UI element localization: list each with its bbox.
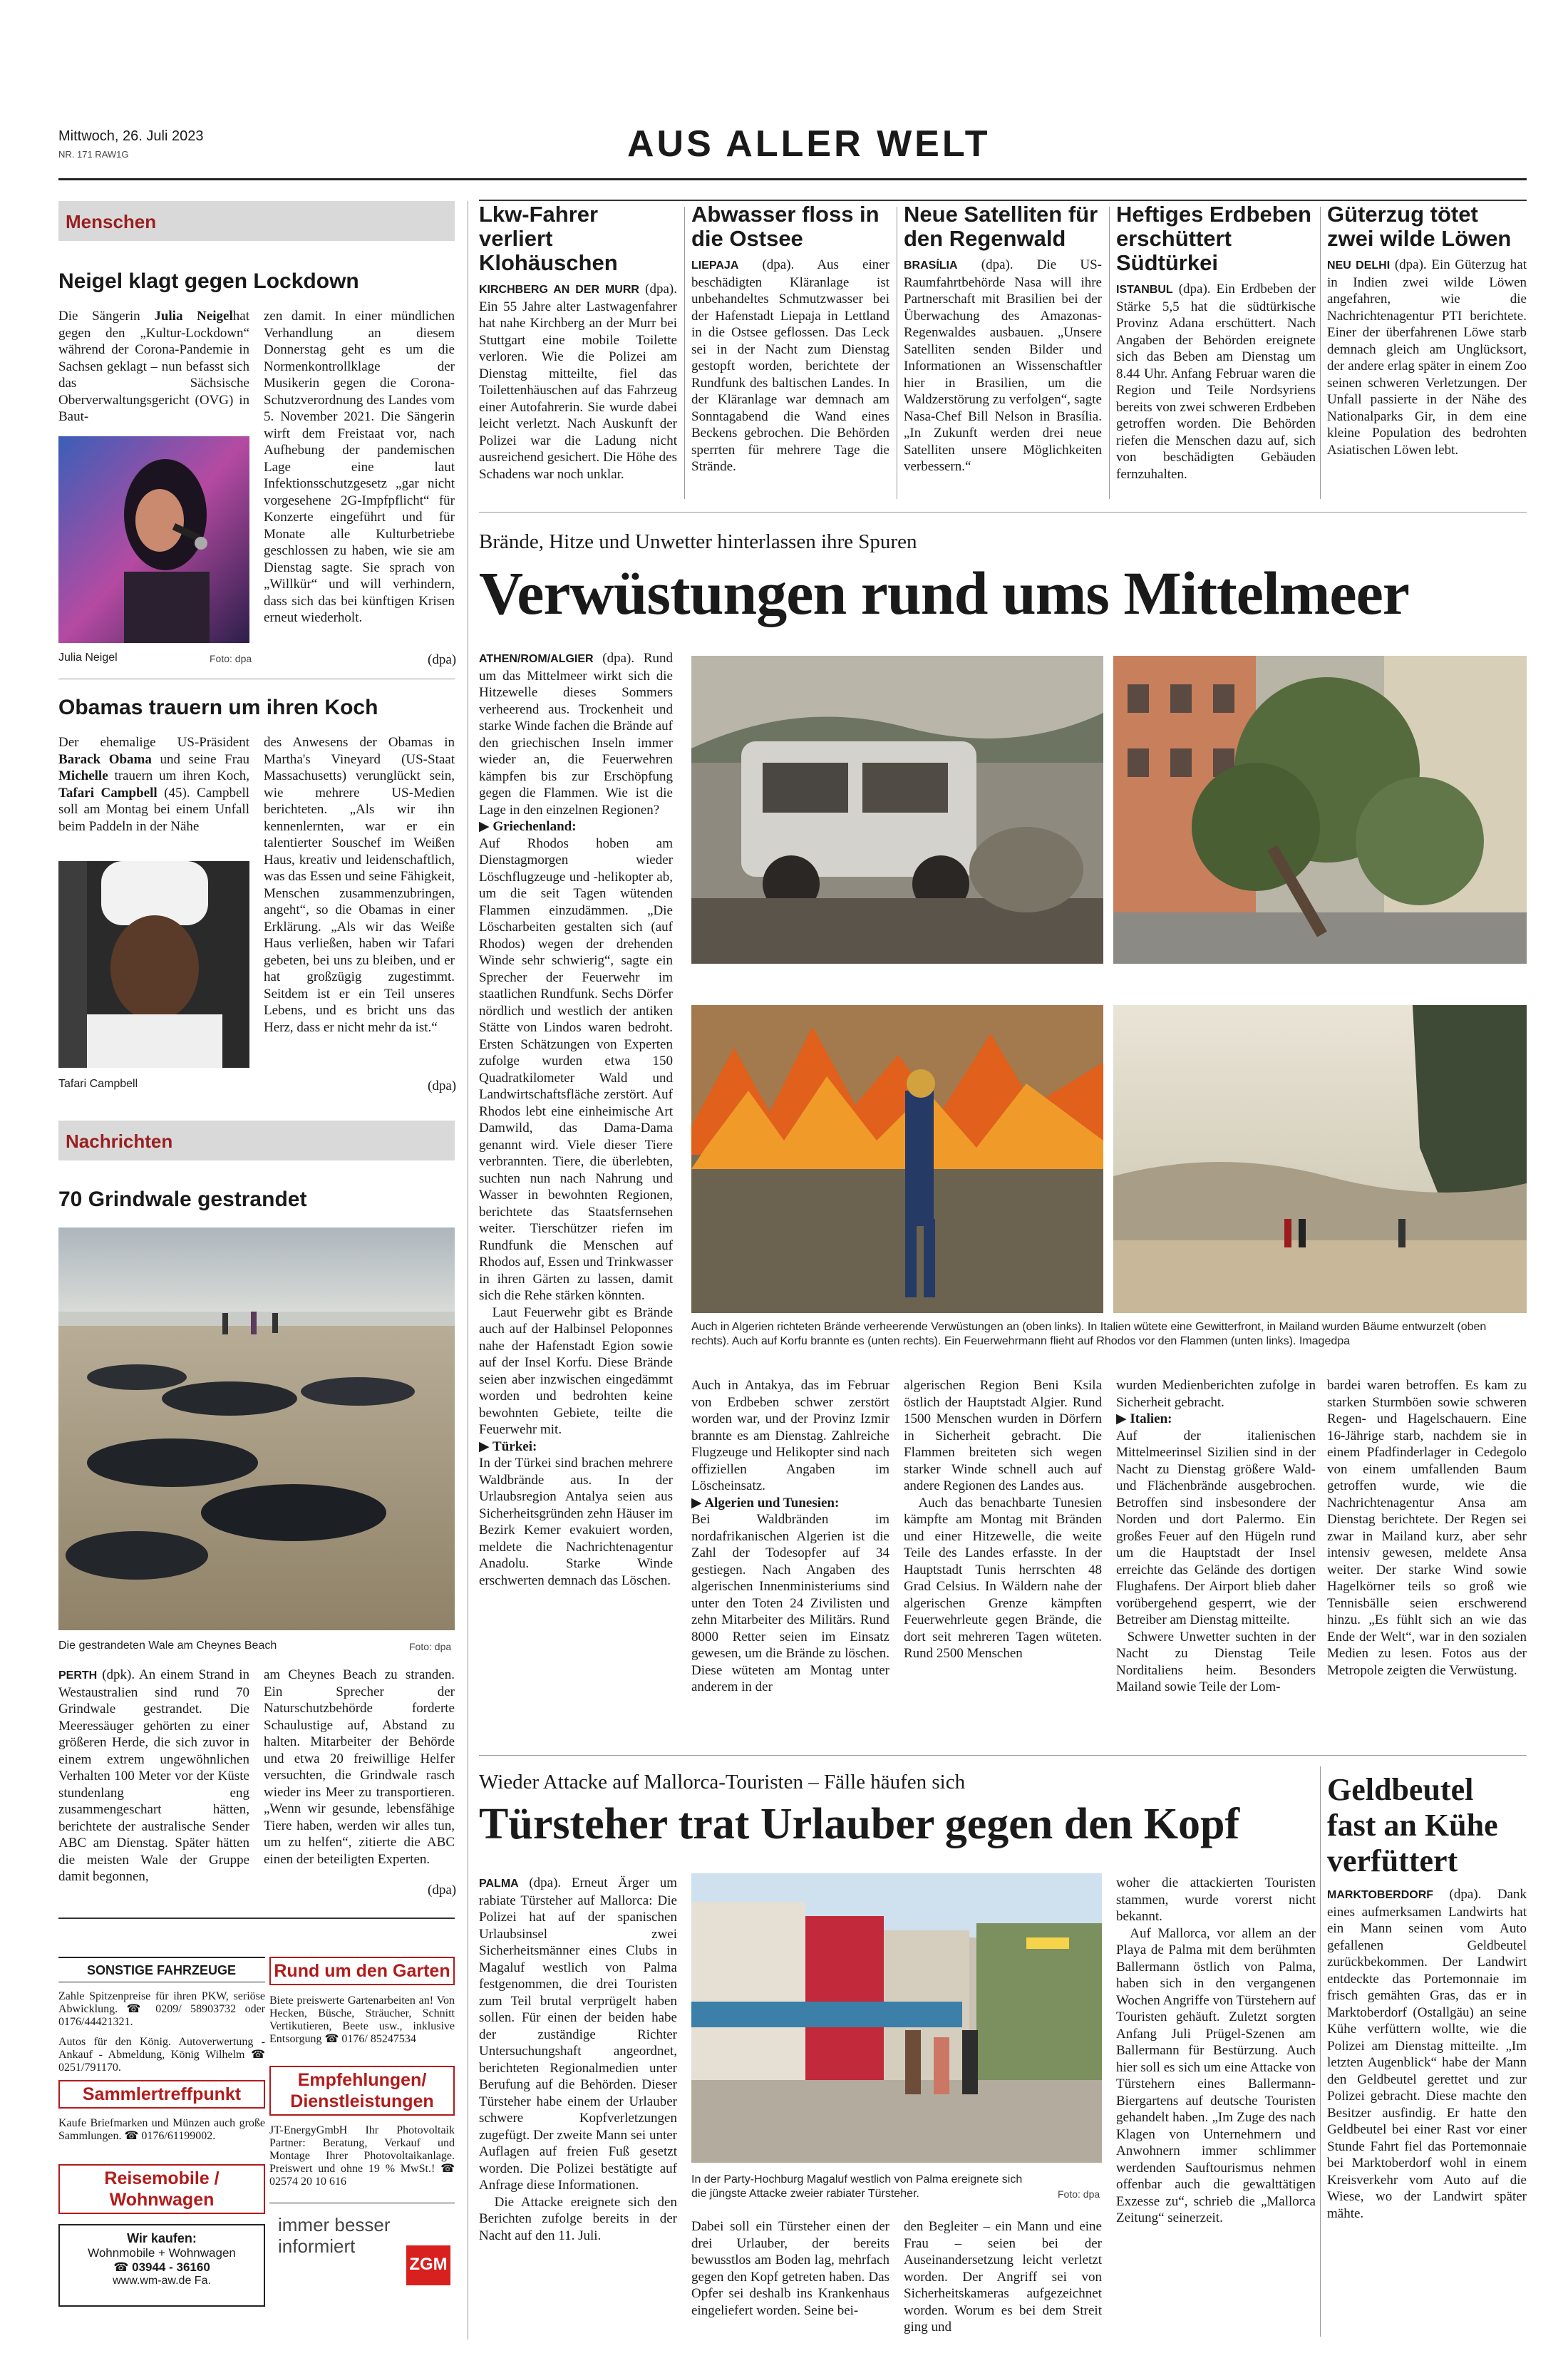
mallorca-body-col3: den Begleiter – ein Mann und eine Frau – seien bei der Auseinandersetzung leicht verletzt worden. Der Angriff sei von Sicherheitskameras aufgezeichnet worden. Worum es bei dem Streit ging und (904, 2219, 1102, 2335)
geldbeutel-body: MARKTOBERDORF (dpa). Dank eines aufmerksamen Landwirts hat ein Mann seinen vom Auto gefallenen Geldbeutel zurückbekommen. Der Landwirt entdeckte das Portemonnaie im frisch gemähten Gras, das er in Marktoberdorf (Ostallgäu) an seine Kühe verfüttern wollte, wie die Polizei am Dienstag mitteilte. „Im letzten Augenblick“ habe der Mann den Geldbeutel gerettet und zur Polizei gebracht. Diese machte den Besitzer ausfindig. Er hatte den Geldbeutel bei einer Rast vor einer Stunde Fahrt fiel das Portemonnaie bei Marktoberdorf wohl in einem Kreisverkehr vom Auto auf die Wiese, wo der Landwirt später mähte. (1327, 1887, 1527, 2221)
classified-ad: Biete preiswerte Gartenarbeiten an! Von Hecken, Büsche, Sträucher, Schnitt Vertikutieren, Beete usw., inklusive Entsorgung ☎ 0176/ 85247534 (269, 1994, 455, 2045)
campbell-photo (58, 861, 249, 1068)
classified-header-empfehlungen: Empfehlungen/ Dienstleistungen (269, 2066, 455, 2116)
main-body-col4: wurden Medienberichten zufolge in Sicherheit gebracht. ▶ Italien: Auf der italienischen Mittelmeerinsel Sizilien sind in der Nacht zu Dienstag größere Wald- und Flächenbrände ausgebrochen. Betroffen sind insbesondere der Norden und dort Palermo. Ein großes Feuer auf den Hügeln rund um die Hauptstadt der Insel erreichte das Gelände des dortigen Flughafens. Der Airport blieb daher vorübergehend gesperrt, wie der Betreiber am Dienstag mitteilte. Schwere Unwetter suchten in der Nacht zu Dienstag Teile Norditaliens heim. Besonders Mailand sowie Teile der Lom- (1116, 1378, 1316, 1694)
brief-body: ISTANBUL (dpa). Ein Erdbeben der Stärke 5,5 hat die südtürkische Provinz Adana erschüttert. Nach Angaben der Behörden ereignete sich das Beben am Dienstag um 8.44 Uhr. Anfang Februar waren die Region und Teile Nordsyriens bereits von zwei schweren Erdbeben getroffen worden. Die Behörden riefen die Menschen dazu auf, sich von beschädigten Gebäuden fernzuhalten. (1116, 282, 1316, 482)
neigel-headline: Neigel klagt gegen Lockdown (58, 269, 359, 293)
neigel-caption: Julia Neigel (58, 652, 118, 664)
brief-kirchberg (479, 202, 677, 483)
obama-body-right: des Anwesens der Obamas in Martha's Vineyard (US-Staat Massachusetts) verunglückt sein, wie mehrere US-Medien berichteten. „Als wir ihn kennenlernten, war er ein talentierter Souschef im Weißen Haus, kreativ und leidenschaftlich, was das Essen und seine Fähigkeit, Menschen zusammenzubringen, angeht“, so die Obamas in einer Erklärung. „Als wir das Weiße Haus verließen, haben wir Tafari gebeten, bei uns zu bleiben, und er hat großzügig zugestimmt. Seitdem ist er ein Teil unseres Lebens, und es bricht uns das Herz, dass er nicht mehr da ist.“ (264, 735, 455, 1035)
header-rule (58, 178, 1527, 180)
whales-photo (58, 1227, 455, 1630)
mallorca-photo-caption: In der Party-Hochburg Magaluf westlich von Palma ereignete sich die jüngste Attacke zweier rabiater Türsteher. (691, 2173, 1023, 2200)
publisher-slogan: immer besser informiert (278, 2214, 391, 2257)
section-label-nachrichten: Nachrichten (58, 1121, 455, 1160)
classified-ad: JT-EnergyGmbH Ihr Photovoltaik Partner: Beratung, Verkauf und Montage Ihrer Photovoltaikanlage. Preiswert und ohne 19 % MwSt.! ☎ 02574 20 10 616 (269, 2124, 455, 2188)
neigel-photo (58, 436, 249, 643)
wale-agency: (dpa) (428, 1883, 457, 1898)
brief-headline: Abwasser floss in die Ostsee (691, 202, 880, 251)
briefs-top-rule (479, 200, 1527, 201)
whales-credit: Foto: dpa (409, 1641, 452, 1652)
brief-brasilia (904, 202, 1102, 475)
brief-headline: Güterzug tötet zwei wilde Löwen (1327, 202, 1512, 251)
brief-body: NEU DELHI (dpa). Ein Güterzug hat in Indien zwei wilde Löwen angefahren, wie die Nachrichtenagentur PTI berichtete. Einer der überfahrenen Löwe starb demnach gleich am Unglücksort, der andere erlag später in einem Zoo seinen schweren Verletzungen. Der Unfall passierte in der Nähe des Nationalparks Gir, in dem eine kleine Population des bedrohten Asiatischen Löwen lebt. (1327, 257, 1527, 458)
classified-header-reisemobile: Reisemobile / Wohnwagen (58, 2164, 265, 2214)
divider (479, 1755, 1527, 1756)
mallorca-body-col2: Dabei soll ein Türsteher einen der drei Urlauber, der bereits bewusstlos am Boden lag, mehrfach gegen den Kopf getreten haben. Das Opfer sei deshalb ins Krankenhaus eingeliefert worden. Seine bei- (691, 2219, 889, 2318)
mallorca-kicker: Wieder Attacke auf Mallorca-Touristen – Fälle häufen sich (479, 1771, 966, 1793)
brief-neu-delhi (1327, 202, 1527, 458)
whales-caption: Die gestrandeten Wale am Cheynes Beach (58, 1640, 277, 1652)
publisher-logo: ZGM (406, 2245, 450, 2285)
brief-body: KIRCHBERG AN DER MURR (dpa). Ein 55 Jahre alter Lastwagenfahrer hat nahe Kirchberg an der Murr bei Stuttgart eine mobile Toilette verloren. Wie die Polizei am Dienstag mitteilte, fiel das Toilettenhäuschen auf das Fahrzeug einer Autofahrerin. Sie wurde dabei leicht verletzt. Nach Auskunft der Polizei war die Ladung nicht ausreichend gesichert. Die Höhe des Schadens war noch unklar. (479, 282, 677, 482)
obama-headline: Obamas trauern um ihren Koch (58, 696, 378, 719)
main-body-col1: ATHEN/ROM/ALGIER (dpa). Rund um das Mittelmeer wirkt sich die Hitzewelle dieses Sommers verheerend aus. Trockenheit und starke Winde fachen die Brände auf den griechischen Inseln immer wieder an, die Feuerwehren kämpfen bis zur Erschöpfung gegen die Flammen. Wie ist die Lage in den einzelnen Regionen? ▶ Griechenland: Auf Rhodos hoben am Dienstagmorgen wieder Löschflugzeuge und -helikopter ab, um die seit Tagen wütenden Flammen einzudämmen. „Die Löscharbeiten gestalten sich (auf Rhodos) wegen der drehenden Winde sehr schwierig“, sagte ein Sprecher der Feuerwehr im staatlichen Rundfunk. Sechs Dörfer nördlich und westlich der antiken Stätte von Lindos waren bedroht. Ersten Schätzungen von Experten zufolge wurden etwa 150 Quadratkilometer Wald und Landwirtschaftsfläche zerstört. Auf Rhodos lebt eine einheimische Art Damwild, das Dama-Dama genannt wird. Viele dieser Tiere verbrannten. Tiere, die überlebten, suchten nun nach Nahrung und Wasser in bewohnten Regionen, berichtete das Staatsfernsehen weiter. Tierschützer riefen im Rundfunk die Menschen auf Rhodos auf, Essen und Trinkwasser in ihren Gärten zu lassen, damit sich die Rehe stärken könnten. Laut Feuerwehr gibt es Brände auch auf der Halbinsel Peloponnes nahe der Hafenstadt Egion sowie auf der Insel Korfu. Diese Brände seien aber inzwischen eingedämmt worden und bedrohten keine bewohnten Gebiete, teilte die Feuerwehr mit. ▶ Türkei: In der Türkei sind brachen mehrere Waldbrände aus. In der Urlaubsregion Antalya seien aus Sicherheitsgründen zehn Häuser im Bezirk Kemer evakuiert worden, meldete die Nachrichtenagentur Anadolu. Starke Winde erschwerten demnach das Löschen. (479, 651, 673, 1588)
main-body-col2: Auch in Antakya, das im Februar von Erdbeben schwer zerstört worden war, und der Provinz Izmir brannte es am Dienstag. Zahlreiche Flugzeuge und Helikopter sind nach offiziellen Angaben im Löscheinsatz. ▶ Algerien und Tunesien: Bei Waldbränden im nordafrikanischen Algerien ist die Zahl der Todesopfer auf 34 gestiegen. Nach Angaben des algerischen Innenministeriums sind unter den Toten 24 Zivilisten und zehn Mitarbeiter des Militärs. Rund 8000 Retter seien im Einsatz gewesen, um die Brände zu löschen. Diese wüteten am Montag unter anderem in der (691, 1378, 889, 1694)
section-title: AUS ALLER WELT (627, 123, 991, 165)
main-body-col5: bardei waren betroffen. Es kam zu starken Sturmböen sowie schweren Regen- und Hagelschauern. Eine 16-Jährige starb, nachdem sie in einem Pfadfinderlager in Cedegolo von einem umfallenden Baum getroffen wurde, wie die Nachrichtenagentur Ansa am Dienstag berichtete. Der Regen sei zwar in Mailand kurz, aber sehr intensiv gewesen, meldete Ansa weiter. Der starke Wind sowie Hagelkörner teils so groß wie Tennisbälle seien erschwerend hinzu. „Es fühlt sich an wie das Ende der Welt“, war in den sozialen Medien zu lesen. Fotos aus der Metropole zeigten die Verwüstung. (1327, 1378, 1527, 1678)
brief-body: BRASÍLIA (dpa). Die US-Raumfahrtbehörde Nasa will ihre Partnerschaft mit Brasilien bei der Überwachung des Amazonas-Regenwaldes ausbauen. „Unsere Satelliten senden Bilder und Informationen an Wissenschaftler hier in Brasilien, um die Waldzerstörung zu verfolgen“, sagte Nasa-Chef Bill Nelson in Brasília. „In Zukunft werden drei neue Satelliten unsere Möglichkeiten verbessern.“ (904, 257, 1102, 474)
brief-istanbul (1116, 202, 1316, 483)
geldbeutel-headline: Geldbeutel fast an Kühe verfüttert (1327, 1772, 1498, 1878)
photo-rhodes-firefighter (691, 1005, 1103, 1313)
neigel-credit: Foto: dpa (210, 653, 252, 664)
mallorca-body-col4: woher die attackierten Touristen stammen, wurde vorerst nicht bekannt. Auf Mallorca, vor allem an der Playa de Palma mit dem berühmten Ballermann östlich von Palma, haben sich in den vergangenen Wochen Angriffe von Türstehern auf Touristen gehäuft. Zuletzt sorgten Anfang Juli Prügel-Szenen am Ballermann für Bestürzung. Auch hier soll es sich um eine Attacke von Türstehern eines Ballermann-Biergartens auf deutsche Touristen gehandelt haben. „Im Zuge des nach Klagen von Unternehmern und Anwohnern immer schlimmer werdenden Sauftourismus nehmen offenbar auch die gewalttätigen Exzesse zu“, schrieb die „Mallorca Zeitung“ seinerzeit. (1116, 1875, 1316, 2225)
classified-header-sammler: Sammlertreffpunkt (58, 2080, 265, 2109)
main-headline: Verwüstungen rund ums Mittelmeer (479, 559, 1409, 627)
main-kicker: Brände, Hitze und Unwetter hinterlassen ihre Spuren (479, 530, 917, 553)
mallorca-photo-credit: Foto: dpa (1058, 2188, 1100, 2200)
brief-headline: Neue Satelliten für den Regenwald (904, 202, 1098, 251)
column-rule (1109, 207, 1110, 499)
divider (479, 512, 1527, 513)
campbell-caption: Tafari Campbell (58, 1078, 138, 1090)
neigel-body-left: Die Sängerin Julia Neigelhat gegen den „Kultur-Lockdown“ während der Corona-Pandemie in Sachsen geklagt – nun befasst sich das Sächsische Oberverwaltungsgericht (OVG) in Baut- (58, 309, 249, 424)
classified-ad-wohnmobile: Wir kaufen: Wohnmobile + Wohnwagen ☎ 03944 - 36160 www.wm-aw.de Fa. (58, 2224, 265, 2307)
issue-number: NR. 171 RAW1G (58, 149, 129, 160)
classified-ad: Zahle Spitzenpreise für ihren PKW, seriöse Abwicklung. ☎ 0209/ 58903732 oder 0176/44421321. (58, 1990, 265, 2028)
section-label-menschen: Menschen (58, 201, 455, 241)
neigel-body-right: zen damit. In einer mündlichen Verhandlung an diesem Donnerstag geht es um die Normenkontrollklage der Musikerin gegen die Corona-Schutzverordnung des Landes vom 5. November 2021. Die Sängerin wirft dem Freistaat vor, nach Aufhebung der pandemischen Lage eine laut Infektionsschutzgesetz „gar nicht vorgesehene 2G-Impfpflicht“ für Konzerte eingeführt und für Monate alle Kulturbetriebe geschlossen zu haben, wie sie am Dienstag sagte. Sie sprach von „Willkür“ und will verhindern, dass sich das bei künftigen Krisen erneut wiederholt. (264, 309, 455, 625)
classified-header-fahrzeuge: SONSTIGE FAHRZEUGE (58, 1957, 265, 1982)
column-rule (1320, 207, 1321, 499)
wale-body-left: PERTH (dpk). An einem Strand in Westaustralien sind rund 70 Grindwale gestrandet. Die Meeressäuger gehörten zu einer größeren Herde, die sich zuvor in einem extrem ungewöhnlichen Verhalten 100 Meter vor der Küste stundenlang eng zusammengeschart hätten, berichtete der australische Sender ABC am Dienstag. Später hätten die meisten Wale der Gruppe damit begonnen, (58, 1667, 249, 1884)
mallorca-headline: Türsteher trat Urlauber gegen den Kopf (479, 1800, 1240, 1848)
main-photo-caption: Auch in Algerien richteten Brände verheerende Verwüstungen an (oben links). In Italien wütete eine Gewitterfront, in Mailand wurden Bäume entwurzelt (oben rechts). Auch auf Korfu brannte es (unten rechts). Ein Feuerwehrmann flieht auf Rhodos vor den Flammen (unten links). Imagedpa (691, 1321, 1487, 1347)
brief-headline: Lkw-Fahrer verliert Klohäuschen (479, 202, 618, 275)
classified-header-garten: Rund um den Garten (269, 1957, 455, 1985)
wale-body-right: am Cheynes Beach zu stranden. Ein Sprecher der Naturschutzbehörde forderte Schaulustige auf, Abstand zu halten. Mitarbeiter der Behörde und etwa 20 freiwillige Helfer versuchten, die Grindwale rasch wieder ins Meer zu transportieren. „Wenn wir gesunde, lebensfähige Tiere haben, werden wir alles tun, um zu helfen“, zitierte die ABC einen der beteiligten Experten. (264, 1667, 455, 1867)
wale-headline: 70 Grindwale gestrandet (58, 1188, 307, 1211)
neigel-agency: (dpa) (428, 652, 457, 667)
photo-milan-trees (1113, 656, 1527, 964)
issue-date: Mittwoch, 26. Juli 2023 (58, 128, 204, 144)
main-body-col3: algerischen Region Beni Ksila östlich der Hauptstadt Algier. Rund 1500 Menschen wurden in Dörfern in Sicherheit gebracht. Die Flammen breiteten sich wegen starker Winde schnell auch auf andere Regionen des Landes aus. Auch das benachbarte Tunesien kämpfte am Montag mit Bränden und einer Hitzewelle, die weite Teile des Landes erfasste. In der Hauptstadt Tunis herrschten 48 Grad Celsius. In Wäldern nahe der algerischen Grenze kämpften Feuerwehrleute gegen Brände, die dort seit mehreren Tagen wüteten. Rund 2500 Menschen (904, 1378, 1103, 1661)
obama-agency: (dpa) (428, 1079, 457, 1093)
obama-body-left: Der ehemalige US-Präsident Barack Obama und seine Frau Michelle trauern um ihren Koch, Tafari Campbell (45). Campbell soll am Montag bei einem Unfall beim Paddeln in der Nähe (58, 735, 250, 834)
brief-body: LIEPAJA (dpa). Aus einer beschädigten Kläranlage ist unbehandeltes Schmutzwasser bei der Hafenstadt Liepaja in Lettland in die Ostsee geflossen. Das Leck sei in der Nacht zum Dienstag gestopft worden, berichtete der Rundfunk des baltischen Landes. In der Kläranlage war demnach am Sonntagabend die Wand eines Beckens gebrochen. Die Behörden sperrten für mehrere Tage die Strände. (691, 257, 889, 474)
photo-magaluf (691, 1873, 1102, 2163)
classified-ad: Autos für den König. Autoverwertung - Ankauf - Abmeldung, König Wilhelm ☎ 0251/791170. (58, 2036, 265, 2074)
column-rule (684, 207, 685, 499)
mallorca-body-col1: PALMA (dpa). Erneut Ärger um rabiate Türsteher auf Mallorca: Die Polizei hat auf der spanischen Urlaubsinsel zwei Sicherheitsmänner eines Clubs in Magaluf westlich von Palma festgenommen, die drei Touristen zum Teil brutal verprügelt haben sollen. Für einen der beiden habe der zuständige Richter Untersuchungshaft angeordnet, berichteten Regionalmedien unter Berufung auf die Behörden. Dieser Türsteher habe einem der Urlauber schwere Kopfverletzungen zugefügt. Der zweite Mann sei unter Auflagen auf freien Fuß gesetzt worden. Die Polizei bestätigte auf Anfrage diese Informationen. Die Attacke ereignete sich den Berichten zufolge bereits in der Nacht auf den 11. Juli. (479, 1875, 677, 2243)
photo-corfu-smoke (1113, 1005, 1527, 1313)
photo-algeria-burnt-car (691, 656, 1103, 964)
divider (58, 1918, 455, 1919)
column-rule (1320, 1766, 1321, 2337)
brief-liepaja (691, 202, 889, 475)
brief-headline: Heftiges Erdbeben erschüttert Südtürkei (1116, 202, 1311, 275)
classified-ad: Kaufe Briefmarken und Münzen auch große Sammlungen. ☎ 0176/61199002. (58, 2117, 265, 2142)
